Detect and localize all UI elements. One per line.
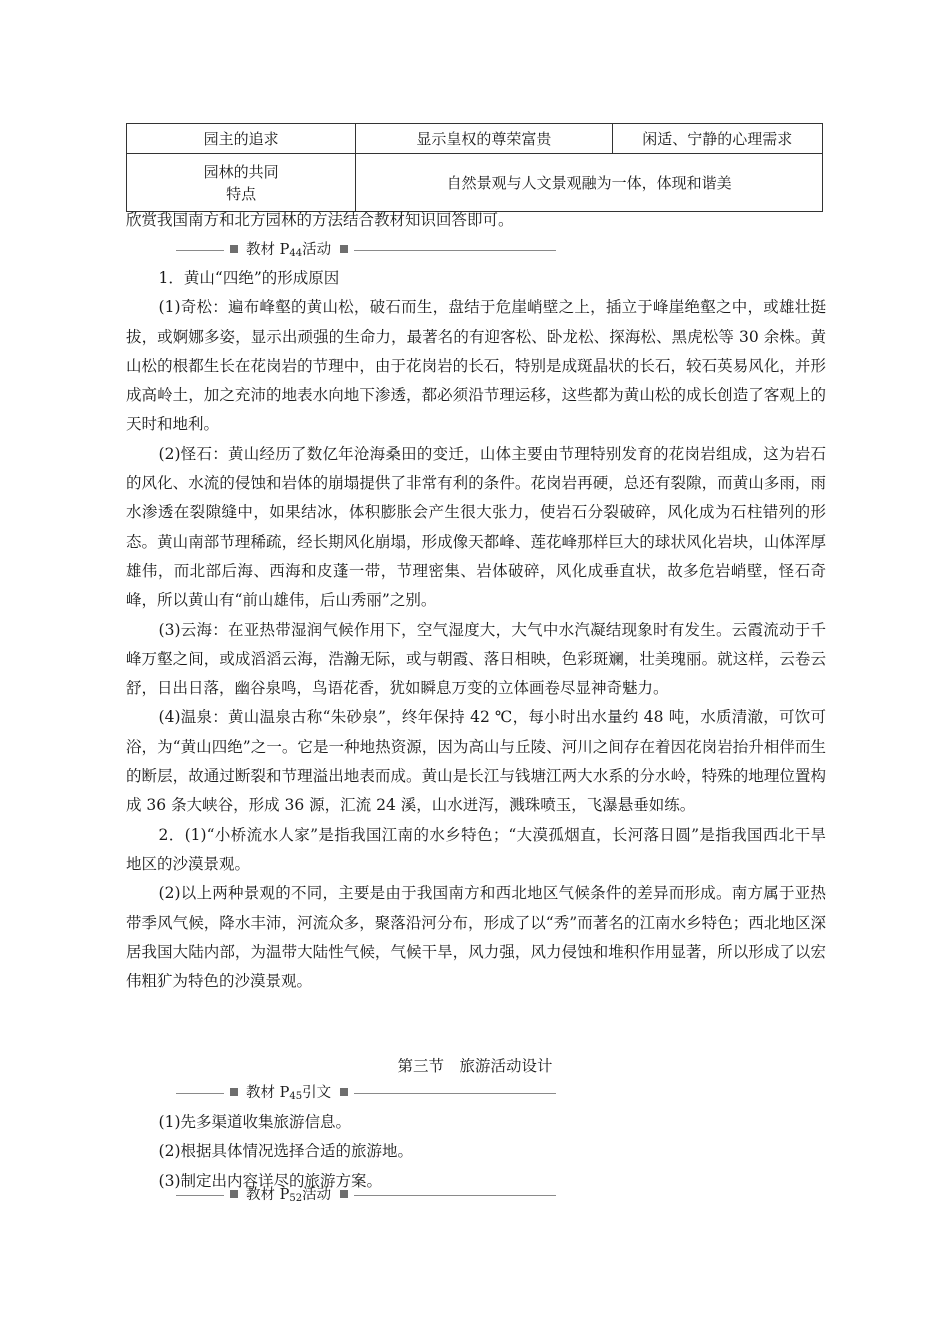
steps-block (126, 1108, 826, 1196)
divider-line (176, 250, 224, 251)
table-row (127, 154, 823, 212)
section-label-prefix: 教材 P (246, 242, 290, 258)
divider-line (176, 1093, 224, 1094)
section-label (246, 1083, 331, 1107)
table-cell-label-line: 园林的共同 (203, 162, 279, 181)
divider-square-icon (230, 245, 238, 253)
paragraph-guaishi: (2)怪石：黄山经历了数亿年沧海桑田的变迁，山体主要由节理特别发育的花岗岩组成，这为岩石的风化、水流的侵蚀和岩体的崩塌提供了非常有利的条件。花岗岩再硬，总还有裂隙，而黄山多雨，雨水渗透在裂隙缝中，如果结冰，体积膨胀会产生很大张力，使岩石分裂破碎，风化成为石柱错列的形态。黄山南部节理稀疏，经长期风化崩塌，形成像天都峰、莲花峰那样巨大的球状风化岩块，山体浑厚雄伟，而北部后海、西海和皮蓬一带，节理密集、岩体破碎，风化成垂直状，故多危岩峭壁，怪石奇峰，所以黄山有“前山雄伟，后山秀丽”之别。 (126, 444, 826, 610)
divider-square-icon (340, 1088, 348, 1096)
list-item: (2)根据具体情况选择合适的旅游地。 (158, 1142, 414, 1161)
question-1-block (126, 264, 826, 996)
table-cell-merged: 自然景观与人文景观融为一体，体现和谐美 (356, 154, 823, 212)
paragraph-qisong: (1)奇松：遍布峰壑的黄山松，破石而生，盘结于危崖峭壁之上，插立于峰崖绝壑之中，或雄壮挺拔，或婀娜多姿，显示出顽强的生命力，最著名的有迎客松、卧龙松、探海松、黑虎松等 30 余株。黄山松的根都生长在花岗岩的节理中，由于花岗岩的长石，特别是成斑晶状的长石，较石英易风化，并形成高岭土，加之充沛的地表水向地下渗透，都必须沿节理运移，这些都为黄山松的成长创造了客观上的天时和地利。 (126, 298, 826, 434)
divider-square-icon (230, 1088, 238, 1096)
paragraph-wenquan: (4)温泉：黄山温泉古称“朱砂泉”，终年保持 42 ℃，每小时出水量约 48 吨，水质清澈，可饮可浴，为“黄山四绝”之一。它是一种地热资源，因为高山与丘陵、河川之间存在着因花岗岩抬升相伴而生的断层，故通过断裂和节理溢出地表而成。黄山是长江与钱塘江两大水系的分水岭，特殊的地理位置构成 36 条大峡谷，形成 36 源，汇流 24 溪，山水迸泻，溅珠喷玉，飞瀑悬垂如练。 (126, 708, 826, 815)
divider-line (354, 1093, 556, 1094)
section-label-prefix: 教材 P (246, 1187, 290, 1203)
divider-square-icon (340, 1190, 348, 1198)
section-divider-p44 (176, 240, 556, 262)
intro-text-block (126, 206, 826, 235)
divider-line (176, 1195, 224, 1196)
divider-line (354, 1195, 556, 1196)
intro-paragraph: 欣赏我国南方和北方园林的方法结合教材知识回答即可。 (126, 211, 514, 229)
question-2-part1: 2．(1)“小桥流水人家”是指我国江南的水乡特色；“大漠孤烟直，长河落日圆”是指我国西北干旱地区的沙漠景观。 (126, 825, 826, 873)
divider-line (354, 250, 556, 251)
section-page-number: 52 (289, 1193, 303, 1204)
section-page-number: 44 (289, 248, 303, 259)
table-cell-label: 园主的追求 (127, 124, 356, 154)
table-cell-label-line: 特点 (226, 184, 257, 203)
section-page-number: 45 (289, 1091, 303, 1102)
divider-square-icon (340, 245, 348, 253)
section-label (246, 1185, 331, 1209)
garden-comparison-table (126, 123, 823, 212)
section-label (246, 240, 331, 264)
section-divider-p45 (176, 1083, 556, 1105)
section-label-suffix: 活动 (302, 1187, 332, 1203)
table-cell: 闲适、宁静的心理需求 (612, 124, 822, 154)
section-label-suffix: 引文 (302, 1085, 332, 1101)
paragraph-yunhai: (3)云海：在亚热带湿润气候作用下，空气湿度大，大气中水汽凝结现象时有发生。云霞流动于千峰万壑之间，或成滔滔云海，浩瀚无际，或与朝霞、落日相映，色彩斑斓，壮美瑰丽。就这样，云卷云舒，日出日落，幽谷泉鸣，鸟语花香，犹如瞬息万变的立体画卷尽显神奇魅力。 (126, 620, 826, 698)
section-divider-p52 (176, 1185, 556, 1207)
chapter-heading: 第三节 旅游活动设计 (397, 1057, 553, 1075)
question-2-part2: (2)以上两种景观的不同，主要是由于我国南方和西北地区气候条件的差异而形成。南方属于亚热带季风气候，降水丰沛，河流众多，聚落沿河分布，形成了以“秀”而著名的江南水乡特色；西北地区深居我国大陆内部，为温带大陆性气候，气候干旱，风力强，风力侵蚀和堆积作用显著，所以形成了以宏伟粗犷为特色的沙漠景观。 (126, 884, 826, 991)
divider-square-icon (230, 1190, 238, 1198)
section-label-suffix: 活动 (302, 242, 332, 258)
question-1-title: 1．黄山“四绝”的形成原因 (158, 269, 340, 287)
list-item: (3)制定出内容详尽的旅游方案。 (158, 1171, 383, 1190)
table-cell-label (127, 154, 356, 212)
section-label-prefix: 教材 P (246, 1085, 290, 1101)
table-cell: 显示皇权的尊荣富贵 (356, 124, 612, 154)
table-row (127, 124, 823, 154)
list-item: (1)先多渠道收集旅游信息。 (158, 1113, 352, 1131)
